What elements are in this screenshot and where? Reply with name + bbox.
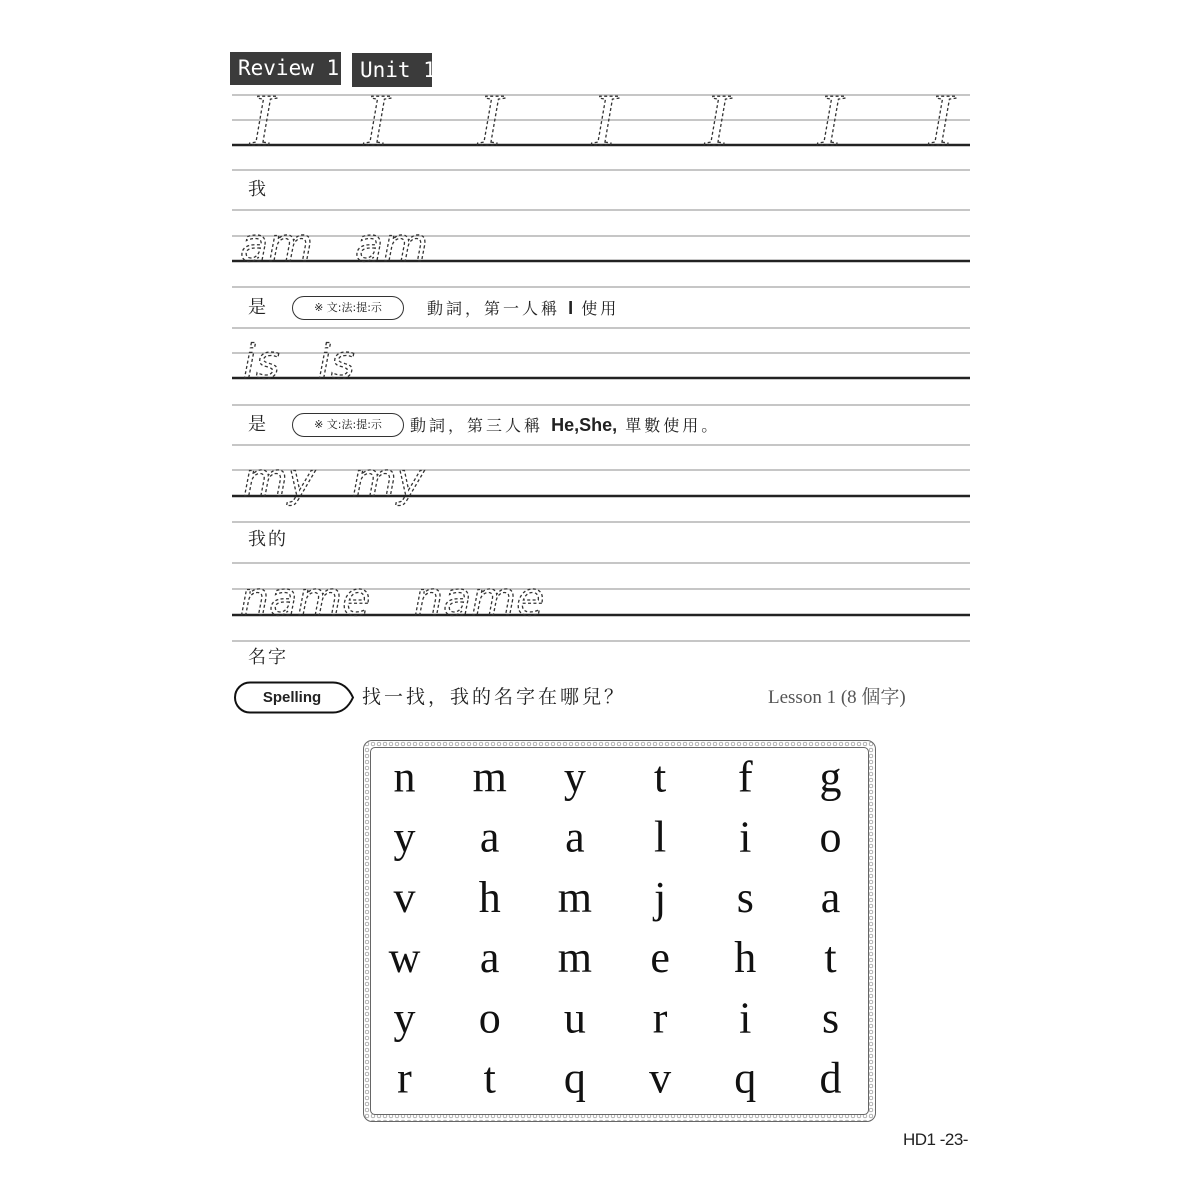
traced-word: I [591, 80, 617, 162]
word-search-letter: s [736, 872, 754, 922]
hint-text: 使用 [573, 299, 620, 318]
spelling-instruction: 找一找，我的名字在哪兒？ [362, 686, 627, 708]
word-search-letter: a [564, 812, 585, 862]
word-search-letter: w [388, 932, 420, 982]
word-search-grid [370, 747, 871, 1117]
trace-row-am [240, 218, 428, 272]
word-search-letter: t [653, 752, 666, 801]
grammar-hint [427, 296, 619, 321]
word-search-letter: y [393, 992, 415, 1042]
word-search-letter: y [563, 752, 586, 801]
meaning-label: 名字 [248, 647, 288, 668]
hint-text: 動詞，第一人稱 [427, 299, 569, 318]
word-search-letter: s [821, 992, 839, 1042]
hint-emphasis: He,She, [551, 415, 618, 435]
word-search-letter: m [472, 752, 507, 801]
word-search-letter: e [649, 932, 670, 982]
word-search-letter: r [396, 1053, 412, 1102]
word-search-letter: o [478, 992, 501, 1042]
word-search-letter: n [393, 752, 415, 801]
word-search-letter: g [819, 752, 841, 801]
word-search-letter: t [483, 1053, 496, 1102]
traced-word: I [249, 80, 275, 162]
hint-text: 動詞，第三人稱 [410, 416, 552, 435]
word-search-letter: a [479, 932, 499, 982]
word-search-letter: a [820, 872, 840, 922]
traced-word: I [477, 80, 503, 162]
grammar-tip-badge: ※ 文:法:提:示 [292, 413, 404, 437]
word-search-inner [370, 747, 869, 1115]
trace-row-i [249, 80, 957, 162]
traced-word: I [817, 80, 843, 162]
spelling-badge [233, 681, 357, 714]
word-search-letter: a [479, 812, 499, 862]
trace-row-my [243, 453, 425, 507]
word-search-letter: u [563, 992, 586, 1042]
traced-word: is [318, 335, 355, 389]
lesson-label: Lesson 1 (8 個字) [768, 687, 906, 708]
grammar-tip-badge: ※ 文:法:提:示 [292, 296, 404, 320]
word-search-letter: h [478, 872, 501, 922]
traced-word: I [928, 80, 954, 162]
word-search-letter: l [653, 812, 666, 862]
traced-word: am [240, 218, 313, 272]
traced-word: is [243, 335, 280, 389]
trace-row-is [243, 335, 355, 389]
traced-word: I [363, 80, 389, 162]
traced-word: I [704, 80, 730, 162]
word-search-letter: h [733, 932, 756, 982]
grammar-hint [410, 413, 720, 438]
word-search-letter: i [738, 992, 751, 1042]
word-search-letter: o [819, 812, 841, 862]
meaning-label: 是 [248, 297, 268, 318]
traced-word: am [355, 218, 428, 272]
word-search-letter: j [653, 872, 666, 922]
page-number: HD1 -23- [903, 1130, 968, 1149]
word-search-letter: q [563, 1053, 586, 1102]
word-search-letter: y [393, 812, 415, 862]
word-search-letter: v [648, 1053, 671, 1102]
meaning-label: 我 [248, 179, 268, 200]
traced-word: my [352, 453, 425, 507]
word-search-letter: v [393, 872, 415, 922]
meaning-label: 我的 [248, 529, 288, 550]
word-search-box [363, 740, 876, 1122]
spelling-badge-label: Spelling [262, 689, 322, 706]
hint-text: 單數使用。 [617, 416, 721, 435]
word-search-letter: t [823, 932, 837, 982]
traced-word: my [243, 453, 316, 507]
word-search-letter: m [557, 932, 592, 982]
traced-word: name [414, 572, 545, 626]
review-tab: Review 1 [230, 52, 341, 85]
meaning-label: 是 [248, 414, 268, 435]
word-search-letter: f [737, 752, 753, 801]
word-search-letter: r [652, 992, 667, 1042]
trace-row-name [240, 572, 544, 626]
word-search-letter: i [738, 812, 751, 862]
hint-emphasis: I [568, 298, 574, 318]
word-search-letter: m [557, 872, 592, 922]
word-search-letter: d [819, 1053, 841, 1102]
word-search-letter: q [733, 1053, 756, 1102]
unit-tab: Unit 1 [352, 53, 432, 87]
traced-word: name [240, 572, 371, 626]
